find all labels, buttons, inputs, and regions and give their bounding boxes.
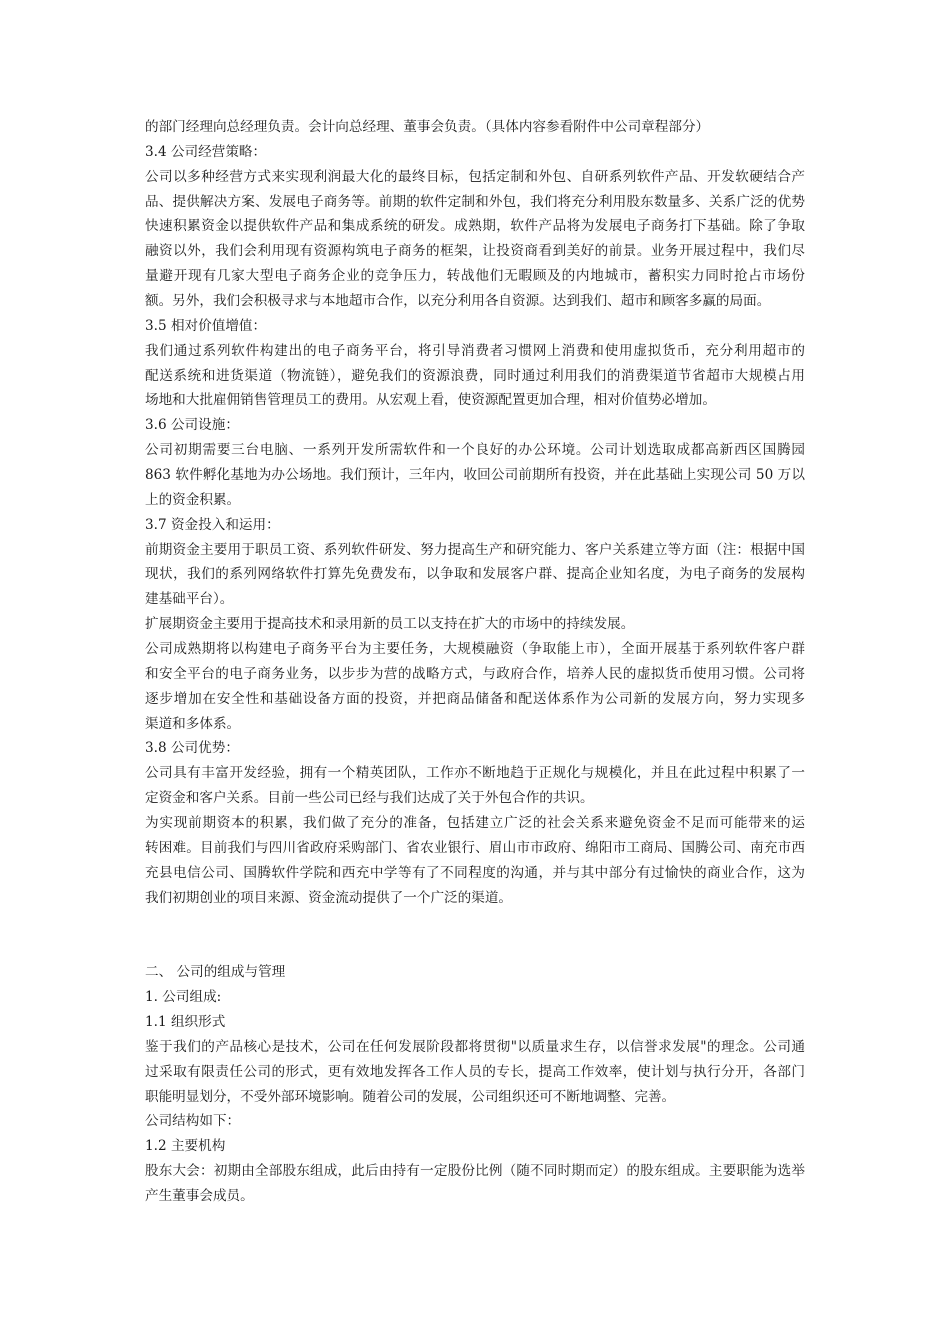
text-line: 逐步增加在安全性和基础设备方面的投资，并把商品储备和配送体系作为公司新的发展方向，努力实现多 bbox=[145, 690, 805, 707]
text-line: 863 软件孵化基地为办公场地。我们预计，三年内，收回公司前期所有投资，并在此基础上实现公司 50 万以 bbox=[145, 467, 805, 484]
text-line: 股东大会：初期由全部股东组成，此后由持有一定股份比例（随不同时期而定）的股东组成。主要职能为选举 bbox=[145, 1163, 805, 1180]
blank-line bbox=[145, 911, 805, 936]
section-heading: 1. 公司组成: bbox=[145, 989, 222, 1006]
text-line: 前期资金主要用于职员工资、系列软件研发、努力提高生产和研究能力、客户关系建立等方面（注：根据中国 bbox=[145, 541, 805, 558]
text-line: 转困难。目前我们与四川省政府采购部门、省农业银行、眉山市市政府、绵阳市工商局、国腾公司、南充市西 bbox=[145, 839, 805, 856]
text-line: 配送系统和进货渠道（物流链），避免我们的资源浪费，同时通过利用我们的消费渠道节省超市大规模占用 bbox=[145, 367, 805, 384]
section-heading: 3.8 公司优势： bbox=[145, 740, 239, 757]
text-line: 鉴于我们的产品核心是技术，公司在任何发展阶段都将贯彻"以质量求生存，以信誉求发展"的理念。公司通 bbox=[145, 1038, 805, 1055]
text-line: 和安全平台的电子商务业务，以步步为营的战略方式，与政府合作，培养人民的虚拟货币使用习惯。公司将 bbox=[145, 665, 805, 682]
text-line: 公司结构如下： bbox=[145, 1113, 241, 1130]
text-line: 的部门经理向总经理负责。会计向总经理、董事会负责。（具体内容参看附件中公司章程部分） bbox=[145, 119, 710, 135]
text-line: 过采取有限责任公司的形式，更有效地发挥各工作人员的专长，提高工作效率，使计划与执行分开，各部门 bbox=[145, 1063, 805, 1080]
text-line: 上的资金积累。 bbox=[145, 491, 241, 508]
text-line: 量避开现有几家大型电子商务企业的竞争压力，转战他们无暇顾及的内地城市，蓄积实力同时抢占市场份 bbox=[145, 268, 805, 285]
section-heading: 1.2 主要机构 bbox=[145, 1138, 226, 1155]
text-line: 定资金和客户关系。目前一些公司已经与我们达成了关于外包合作的共识。 bbox=[145, 790, 594, 807]
text-line: 渠道和多体系。 bbox=[145, 715, 241, 732]
text-line: 额。另外，我们会积极寻求与本地超市合作，以充分利用各自资源。达到我们、超市和顾客多赢的局面。 bbox=[145, 293, 771, 310]
text-line: 公司成熟期将以构建电子商务平台为主要任务，大规模融资（争取能上市），全面开展基于系列软件客户群 bbox=[145, 641, 805, 658]
text-line: 职能明显划分，不受外部环境影响。随着公司的发展，公司组织还可不断地调整、完善。 bbox=[145, 1088, 676, 1105]
chapter-heading: 二、 公司的组成与管理 bbox=[145, 964, 286, 981]
text-line: 公司具有丰富开发经验，拥有一个精英团队，工作亦不断地趋于正规化与规模化，并且在此过程中积累了一 bbox=[145, 765, 805, 782]
text-line: 建基础平台）。 bbox=[145, 591, 234, 608]
section-heading: 3.7 资金投入和运用： bbox=[145, 516, 280, 533]
text-line: 产生董事会成员。 bbox=[145, 1187, 254, 1204]
section-heading: 1.1 组织形式 bbox=[145, 1013, 226, 1030]
text-line: 我们初期创业的项目来源、资金流动提供了一个广泛的渠道。 bbox=[145, 889, 513, 906]
text-line: 现状，我们的系列网络软件打算先免费发布，以争取和发展客户群、提高企业知名度，为电子商务的发展构 bbox=[145, 566, 805, 583]
text-line: 公司初期需要三台电脑、一系列开发所需软件和一个良好的办公环境。公司计划选取成都高新西区国腾园 bbox=[145, 442, 805, 459]
section-heading: 3.6 公司设施： bbox=[145, 417, 239, 434]
text-line: 扩展期资金主要用于提高技术和录用新的员工以支持在扩大的市场中的持续发展。 bbox=[145, 616, 635, 633]
text-line: 场地和大批雇佣销售管理员工的费用。从宏观上看，使资源配置更加合理，相对价值势必增加。 bbox=[145, 392, 716, 409]
text-line: 为实现前期资本的积累，我们做了充分的准备，包括建立广泛的社会关系来避免资金不足而可能带来的运 bbox=[145, 815, 805, 832]
text-line: 融资以外，我们会利用现有资源构筑电子商务的框架，让投资商看到美好的前景。业务开展过程中，我们尽 bbox=[145, 243, 805, 260]
blank-line bbox=[145, 935, 805, 960]
section-heading: 3.4 公司经营策略： bbox=[145, 143, 267, 160]
text-line: 我们通过系列软件构建出的电子商务平台，将引导消费者习惯网上消费和使用虚拟货币，充分利用超市的 bbox=[145, 342, 805, 359]
text-line: 充县电信公司、国腾软件学院和西充中学等有了不同程度的沟通，并与其中部分有过愉快的商业合作，这为 bbox=[145, 864, 805, 881]
text-line: 品、提供解决方案、发展电子商务等。前期的软件定制和外包，我们将充分利用股东数量多、关系广泛的优势 bbox=[145, 193, 805, 210]
document-page bbox=[145, 115, 805, 1209]
text-line: 快速积累资金以提供软件产品和集成系统的研发。成熟期，软件产品将为发展电子商务打下基础。除了争取 bbox=[145, 218, 805, 235]
text-line: 公司以多种经营方式来实现利润最大化的最终目标，包括定制和外包、自研系列软件产品、开发软硬结合产 bbox=[145, 168, 805, 185]
section-heading: 3.5 相对价值增值： bbox=[145, 317, 267, 334]
